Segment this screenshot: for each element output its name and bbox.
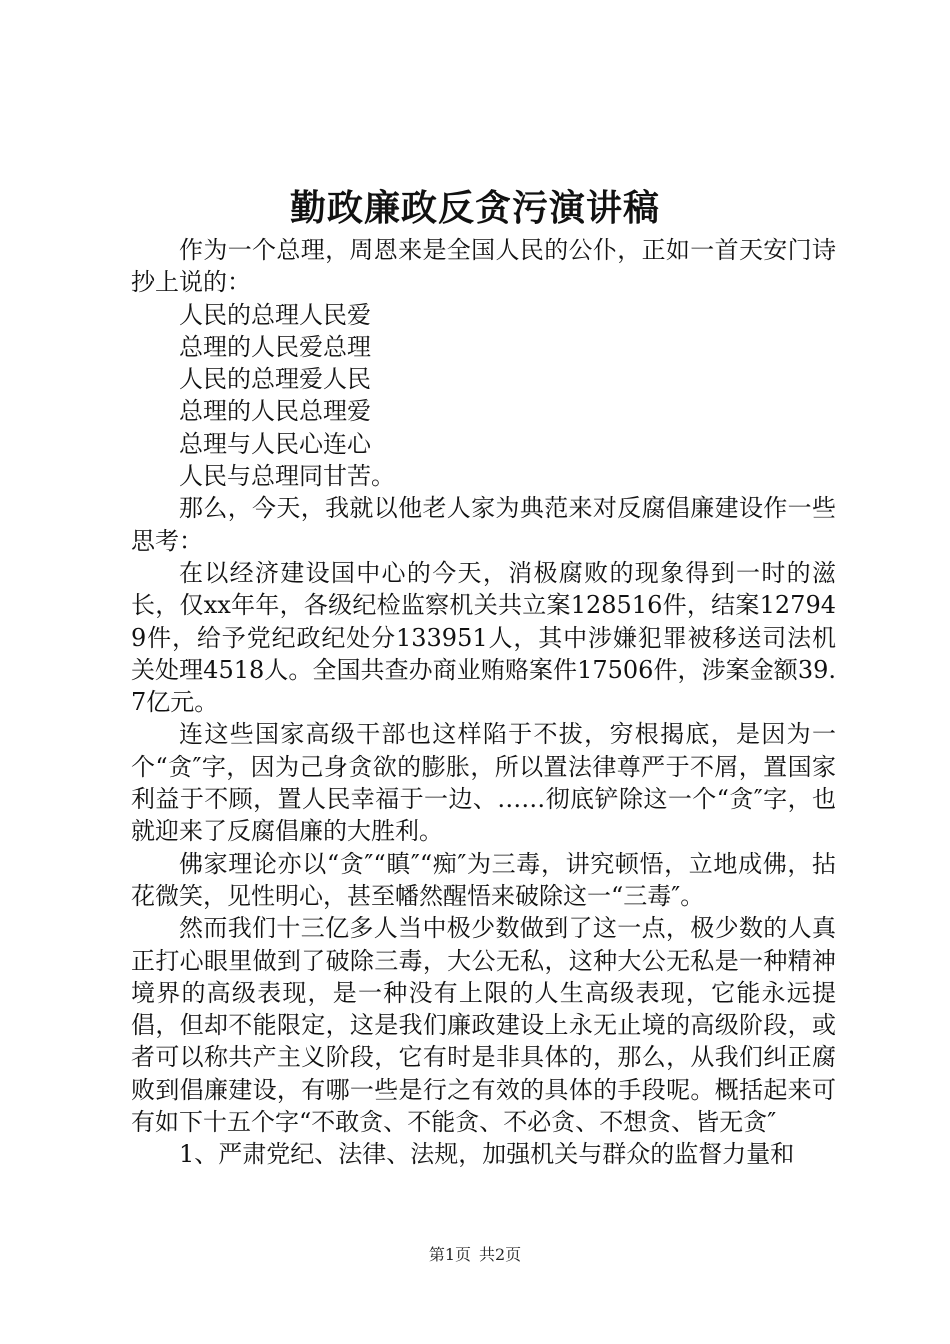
poem-line: 人民与总理同甘苦。	[179, 462, 395, 491]
paragraph: 在以经济建设国中心的今天，消极腐败的现象得到一时的滋长，仅xx年年，各级纪检监察机关共立案128516件，结案127949件，给予党纪政纪处分133951人，其中涉嫌犯罪被移送司法机关处理4518人。全国共查办商业贿赂案件17506件，涉案金额39.7亿元。	[131, 558, 836, 717]
poem-line: 人民的总理人民爱	[179, 300, 371, 329]
page-number: 第1页	[428, 1245, 471, 1264]
document-body	[131, 234, 836, 1171]
paragraph: 那么，今天，我就以他老人家为典范来对反腐倡廉建设作一些思考：	[131, 494, 836, 555]
paragraph: 1、严肃党纪、法律、法规，加强机关与群众的监督力量和	[179, 1140, 795, 1169]
document-title: 勤政廉政反贪污演讲稿	[289, 187, 660, 229]
poem-line: 人民的总理爱人民	[179, 365, 371, 394]
paragraph: 作为一个总理，周恩来是全国人民的公仆，正如一首天安门诗抄上说的：	[131, 236, 836, 297]
paragraph: 连这些国家高级干部也这样陷于不拔，穷根揭底，是因为一个“贪″字，因为己身贪欲的膨胀，所以置法律尊严于不屑，置国家利益于不顾，置人民幸福于一边、……彻底铲除这一个“贪″字，也就迎来了反腐倡廉的大胜利。	[131, 720, 836, 846]
poem-line: 总理的人民爱总理	[179, 332, 371, 361]
poem-line: 总理的人民总理爱	[179, 397, 371, 426]
paragraph: 然而我们十三亿多人当中极少数做到了这一点，极少数的人真正打心眼里做到了破除三毒，大公无私，这种大公无私是一种精神境界的高级表现，是一种没有上限的人生高级表现，它能永远提倡，但却不能限定，这是我们廉政建设上永无止境的高级阶段，或者可以称共产主义阶段，它有时是非具体的，那么，从我们纠正腐败到倡廉建设，有哪一些是行之有效的具体的手段呢。概括起来可有如下十五个字“不敢贪、不能贪、不必贪、不想贪、皆无贪″	[131, 914, 836, 1137]
page-footer	[0, 1244, 950, 1266]
poem-line: 总理与人民心连心	[179, 429, 371, 458]
paragraph: 佛家理论亦以“贪″“瞋″“痴″为三毒，讲究顿悟，立地成佛，拈花微笑，见性明心，甚至幡然醒悟来破除这一“三毒″。	[131, 849, 836, 910]
page-total: 共2页	[479, 1245, 522, 1264]
